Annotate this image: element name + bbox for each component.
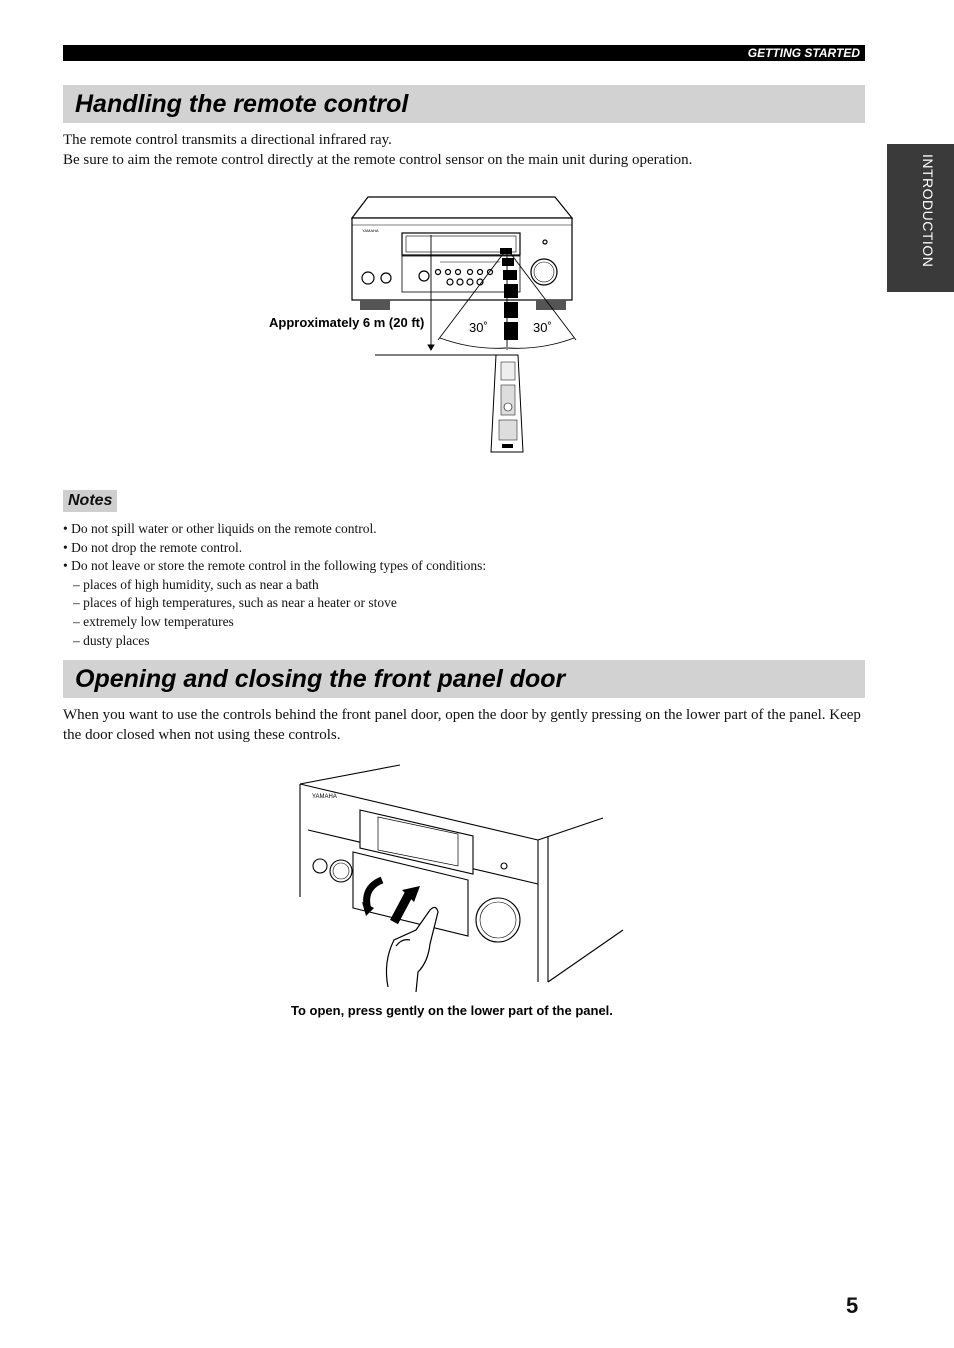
notes-tag: Notes <box>63 490 117 512</box>
note-subitem: – extremely low temperatures <box>73 613 234 629</box>
front-panel-caption: To open, press gently on the lower part of the panel. <box>291 1003 613 1018</box>
note-item: • Do not drop the remote control. <box>63 539 663 558</box>
intro-paragraph-2: Be sure to aim the remote control directly at the remote control sensor on the main unit during operation. <box>63 152 693 168</box>
angle-label-left: 30˚ <box>469 320 488 335</box>
section-title-remote: Handling the remote control <box>75 90 409 118</box>
section-heading-bar <box>63 660 865 698</box>
receiver-perspective-illustration <box>300 765 623 982</box>
notes-list <box>63 520 663 650</box>
section-heading-bar <box>63 85 865 123</box>
header-bar <box>63 45 865 61</box>
note-item: • Do not leave or store the remote control in the following types of conditions: <box>63 557 663 576</box>
note-subitem: – places of high humidity, such as near a bath <box>73 576 319 592</box>
svg-text:YAMAHA: YAMAHA <box>362 228 379 233</box>
side-tab <box>887 144 954 292</box>
header-section-label: GETTING STARTED <box>747 46 860 60</box>
note-subitem: – dusty places <box>73 632 150 648</box>
note-subitem: – places of high temperatures, such as near a heater or stove <box>73 595 397 611</box>
section-title-front-panel: Opening and closing the front panel door <box>75 665 566 693</box>
front-panel-door-figure <box>298 762 628 997</box>
distance-label: Approximately 6 m (20 ft) <box>269 315 425 330</box>
note-item: • Do not spill water or other liquids on the remote control. <box>63 520 663 539</box>
receiver-illustration <box>352 197 572 310</box>
page-number: 5 <box>846 1293 859 1318</box>
side-tab-label: INTRODUCTION <box>920 154 936 268</box>
front-panel-paragraph: When you want to use the controls behind the front panel door, open the door by gently pressing on the lower part of the panel. Keep the door closed when not using these controls. <box>63 707 861 743</box>
intro-paragraph-1: The remote control transmits a directional infrared ray. <box>63 132 392 148</box>
angle-label-right: 30˚ <box>533 320 552 335</box>
remote-control-illustration <box>491 355 523 452</box>
svg-text:YAMAHA: YAMAHA <box>312 794 337 800</box>
